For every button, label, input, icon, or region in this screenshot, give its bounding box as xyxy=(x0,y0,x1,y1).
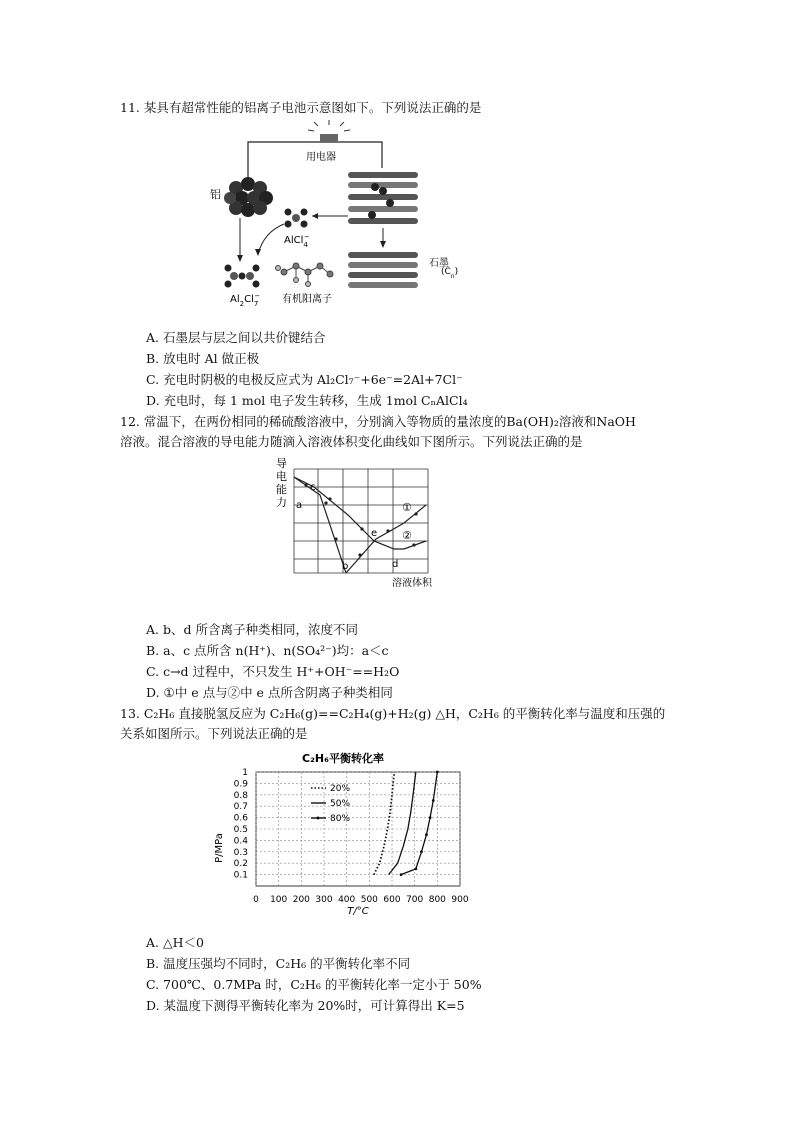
legend-marker xyxy=(317,817,320,820)
y-tick-label: 0.6 xyxy=(233,813,248,824)
device-label: 用电器 xyxy=(306,152,336,163)
q11-option-c: C. 充电时阴极的电极反应式为 Al₂Cl₇⁻+6e⁻=2Al+7Cl⁻ xyxy=(146,372,463,387)
q13-stem-line1: 13. C₂H₆ 直接脱氢反应为 C₂H₆(g)==C₂H₄(g)+H₂(g) △H，C₂H₆ 的平衡转化率与温度和压强的 xyxy=(120,706,666,721)
x-tick-label: 200 xyxy=(292,895,310,905)
x-tick-labels xyxy=(253,895,469,905)
x-axis-label: T/°C xyxy=(347,906,369,917)
y-tick-label: 0.5 xyxy=(233,825,248,835)
series-point xyxy=(436,771,439,774)
graphite-label: 石墨 xyxy=(429,258,449,269)
ylabel-2: 能 xyxy=(276,483,287,496)
q11-option-b: B. 放电时 Al 做正极 xyxy=(146,351,260,366)
q11-option-d: D. 充电时，每 1 mol 电子发生转移，生成 1mol CₙAlCl₄ xyxy=(146,393,468,408)
legend-label: 80% xyxy=(330,814,351,824)
y-tick-label: 0.9 xyxy=(233,779,248,790)
aluminum-label: 铝 xyxy=(210,188,221,201)
q13-conversion-chart xyxy=(208,748,478,920)
y-tick-labels xyxy=(234,768,249,881)
point-c-label: c xyxy=(310,482,316,493)
y-tick-label: 0.1 xyxy=(233,870,248,881)
xlabel: 溶液体积 xyxy=(392,578,432,589)
y-tick-label: 0.8 xyxy=(233,790,248,801)
q12-option-d: D. ①中 e 点与②中 e 点所含阴离子种类相同 xyxy=(146,685,393,700)
al2cl7-label: $Al_2Cl_7^-$ xyxy=(230,292,261,308)
alcl4-ion-icon xyxy=(285,209,308,228)
series-point xyxy=(400,873,403,876)
alcl4-label: AlCl$_4$− xyxy=(284,233,310,249)
x-tick-label: 300 xyxy=(315,895,333,905)
series-50pct xyxy=(389,772,416,875)
graphite-stack xyxy=(348,252,418,288)
q12-option-b: B. a、c 点所含 n(H⁺)、n(SO₄²⁻)均：a＜c xyxy=(146,643,389,658)
curve-markers xyxy=(304,483,417,556)
y-tick-label: 0.3 xyxy=(233,847,248,858)
legend-label: 50% xyxy=(330,799,351,809)
graphite-electrode xyxy=(348,172,418,224)
legend-label: 20% xyxy=(330,784,351,794)
q13-option-d: D. 某温度下测得平衡转化率为 20%时，可计算得出 K=5 xyxy=(146,998,465,1013)
curve-1-label: ① xyxy=(402,501,412,514)
q13-option-a: A. △H＜0 xyxy=(146,935,204,950)
y-tick-label: 0.7 xyxy=(233,802,248,813)
q13-option-c: C. 700℃、0.7MPa 时，C₂H₆ 的平衡转化率一定小于 50% xyxy=(146,977,482,992)
q12-stem-line1: 12. 常温下，在两份相同的稀硫酸溶液中，分别滴入等物质的量浓度的Ba(OH)₂溶液和NaOH xyxy=(120,414,636,429)
q12-stem-line2: 溶液。混合溶液的导电能力随滴入溶液体积变化曲线如下图所示。下列说法正确的是 xyxy=(120,434,583,449)
chart-legend xyxy=(311,784,350,824)
y-tick-label: 1 xyxy=(242,768,248,778)
series-point xyxy=(429,816,432,819)
x-tick-label: 0 xyxy=(253,895,259,905)
series-point xyxy=(432,799,435,802)
x-tick-label: 600 xyxy=(383,895,401,905)
x-tick-label: 900 xyxy=(451,895,469,905)
x-tick-label: 500 xyxy=(360,895,378,905)
ylabel-3: 力 xyxy=(276,496,287,509)
organic-cation-icon xyxy=(276,263,334,287)
chart-grid xyxy=(256,772,460,886)
cn-label: $(C_n)$ xyxy=(441,267,459,280)
y-tick-label: 0.2 xyxy=(233,859,248,870)
point-b-label: b xyxy=(342,561,349,572)
y-tick-label: 0.4 xyxy=(233,836,248,847)
q13-stem-line2: 关系如图所示。下列说法正确的是 xyxy=(120,726,308,741)
ylabel-1: 电 xyxy=(276,470,287,483)
x-tick-label: 700 xyxy=(406,895,424,905)
point-e-label: e xyxy=(371,528,378,539)
chart-title: C₂H₆平衡转化率 xyxy=(302,752,384,765)
series-lines xyxy=(374,771,439,876)
series-80pct xyxy=(401,772,437,875)
series-point xyxy=(425,833,428,836)
q12-option-c: C. c→d 过程中，不只发生 H⁺+OH⁻==H₂O xyxy=(146,664,400,679)
q11-option-a: A. 石墨层与层之间以共价键结合 xyxy=(146,330,326,345)
x-tick-label: 100 xyxy=(270,895,288,905)
point-a-label: a xyxy=(296,500,303,511)
device-lamp-icon xyxy=(308,120,350,142)
al2cl7-ion-icon xyxy=(225,265,260,288)
x-tick-label: 800 xyxy=(428,895,446,905)
arrow-to-al2cl7 xyxy=(258,224,284,254)
q13-option-b: B. 温度压强均不同时，C₂H₆ 的平衡转化率不同 xyxy=(146,956,411,971)
q11-stem: 11. 某具有超常性能的铝离子电池示意图如下。下列说法正确的是 xyxy=(120,100,482,115)
organic-cation-label: 有机阳离子 xyxy=(282,294,332,305)
q12-conductivity-graph xyxy=(270,455,440,593)
point-d-label: d xyxy=(392,559,399,570)
q11-battery-diagram xyxy=(200,120,460,310)
y-axis-label: P/MPa xyxy=(214,833,225,863)
x-tick-label: 400 xyxy=(338,895,356,905)
series-20pct xyxy=(374,772,394,875)
series-point xyxy=(414,868,417,871)
series-point xyxy=(420,850,423,853)
q12-option-a: A. b、d 所含离子种类相同，浓度不同 xyxy=(146,622,358,637)
ylabel-0: 导 xyxy=(276,457,287,470)
aluminum-electrode xyxy=(224,177,273,217)
curve-1-rise xyxy=(346,505,426,573)
curve-2-label: ② xyxy=(402,529,412,542)
